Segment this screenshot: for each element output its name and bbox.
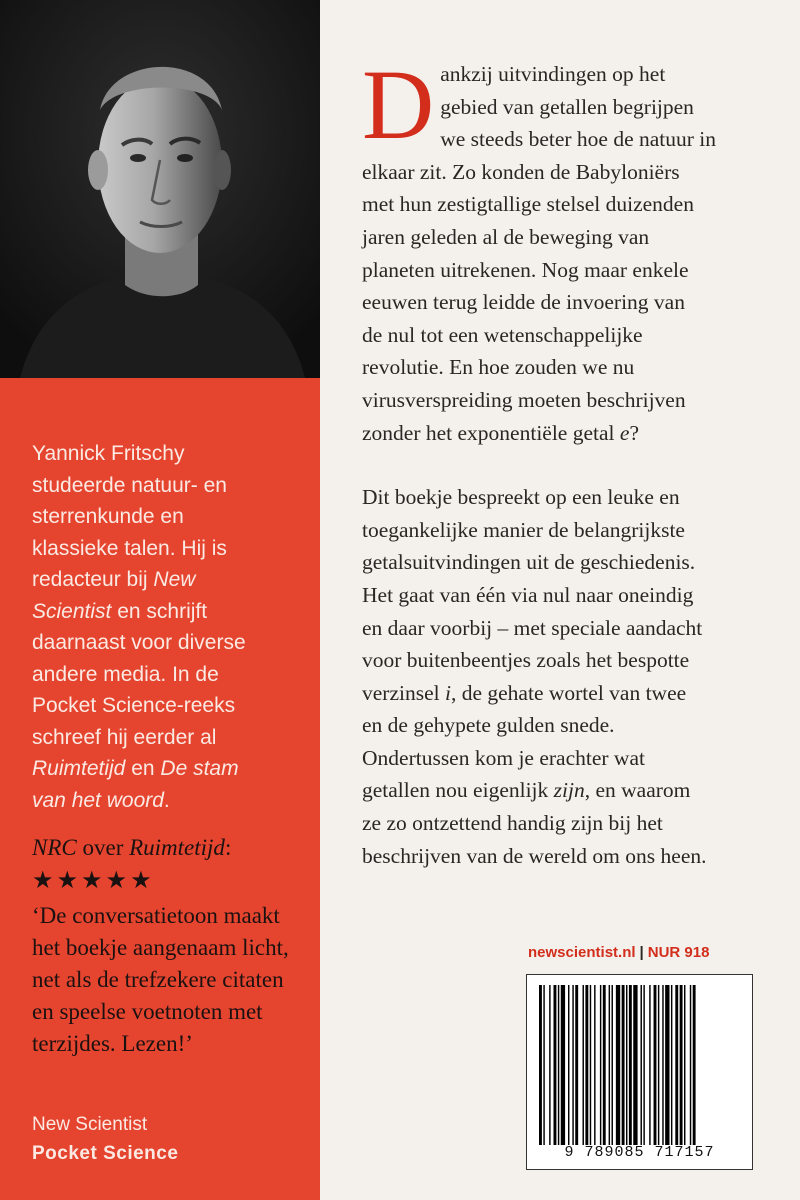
blurb-line: ze zo ontzettend handig zijn bij het — [362, 811, 663, 836]
blurb-line: verzinsel — [362, 680, 445, 705]
blurb-line: Het gaat van één via nul naar oneindig — [362, 582, 694, 607]
barcode-bar — [583, 985, 584, 1145]
barcode-bar — [543, 985, 544, 1145]
blurb-line: elkaar zit. Zo konden de Babyloniërs — [362, 159, 680, 184]
bio-line: . — [163, 788, 170, 812]
barcode-bar — [554, 985, 557, 1145]
left-panel — [0, 0, 320, 1200]
blurb-line: gebied van getallen begrijpen — [440, 94, 694, 119]
bio-line: daarnaast voor diverse — [32, 631, 246, 654]
barcode-bar — [658, 985, 659, 1145]
blurb-line: toegankelijke manier de belangrijkste — [362, 517, 685, 542]
review-connector: over — [76, 835, 130, 860]
math-symbol: e — [619, 420, 630, 445]
barcode-bar — [585, 985, 588, 1145]
barcode-bar — [671, 985, 672, 1145]
barcode-bar — [626, 985, 627, 1145]
author-photo — [0, 0, 320, 378]
website-link[interactable]: newscientist.nl — [528, 944, 636, 961]
barcode-bar — [568, 985, 569, 1145]
series-brand — [32, 1110, 178, 1168]
blurb-line: planeten uitrekenen. Nog maar enkele — [362, 257, 689, 282]
bio-line: studeerde natuur- en — [32, 473, 227, 497]
blurb-line: we steeds beter hoe de natuur in — [440, 127, 717, 152]
review-block — [32, 832, 317, 1060]
magazine-title: Scientist — [32, 599, 112, 623]
publisher-info — [528, 944, 756, 961]
barcode-bar — [654, 985, 657, 1145]
barcode-bar — [649, 985, 650, 1145]
blurb-line: Dit boekje bespreekt op een leuke en — [362, 485, 680, 510]
barcode-bar — [558, 985, 559, 1145]
bio-line: sterrenkunde en — [32, 505, 184, 528]
barcode-bar — [609, 985, 610, 1145]
blurb-line: getalsuitvindingen uit de geschiedenis. — [362, 550, 696, 575]
barcode-bar — [590, 985, 591, 1145]
author-portrait-icon — [0, 0, 320, 378]
barcode-bar — [594, 985, 595, 1145]
review-colon: : — [224, 835, 232, 860]
barcode-bar — [561, 985, 565, 1145]
barcode-bar — [662, 985, 663, 1145]
barcode-bar — [643, 985, 644, 1145]
barcode-bar — [622, 985, 625, 1145]
barcode-bar — [612, 985, 613, 1145]
barcode-bar — [693, 985, 696, 1145]
blurb-line: ? — [629, 420, 639, 445]
blurb-line: en de gehypete gulden snede. — [362, 713, 615, 738]
barcode — [526, 974, 753, 1170]
nur-code: NUR 918 — [647, 944, 710, 961]
barcode-bar — [633, 985, 637, 1145]
blurb — [362, 49, 782, 872]
blurb-line: met hun zestigtallige stelsel duizenden — [362, 192, 694, 217]
bio-line: Pocket Science-reeks — [32, 694, 236, 717]
blurb-line: Ondertussen kom je erachter wat — [362, 745, 645, 770]
barcode-bar — [690, 985, 691, 1145]
barcode-bar — [572, 985, 573, 1145]
emphasis-word: zijn — [553, 778, 585, 803]
bio-line: redacteur bij — [32, 568, 154, 591]
series-name: Pocket Science — [32, 1143, 179, 1164]
barcode-bar — [629, 985, 632, 1145]
blurb-line: jaren geleden al de beweging van — [362, 224, 650, 249]
review-book-title: Ruimtetijd — [129, 835, 225, 860]
author-bio — [32, 438, 302, 816]
barcode-bar — [600, 985, 601, 1145]
barcode-bar — [575, 985, 578, 1145]
book-title: Ruimtetijd — [32, 757, 126, 780]
bio-line: klassieke talen. Hij is — [32, 536, 227, 560]
blurb-line: ankzij uitvindingen op het — [440, 62, 666, 86]
barcode-icon — [539, 985, 742, 1145]
star-rating-icon: ★★★★★ — [32, 868, 155, 894]
barcode-bar — [684, 985, 685, 1145]
review-source — [32, 832, 317, 864]
bio-line: en schrijft — [111, 599, 208, 623]
drop-cap: D — [362, 49, 435, 160]
review-quote-line: het boekje aangenaam licht, — [32, 935, 289, 960]
barcode-bar — [680, 985, 683, 1145]
review-quote-line: en speelse voetnoten met — [32, 999, 263, 1024]
barcode-bar — [675, 985, 678, 1145]
bio-line: andere media. In de — [32, 662, 219, 686]
blurb-line: zonder het exponentiële getal — [362, 420, 620, 445]
blurb-line: de nul tot een wetenschappelijke — [362, 322, 643, 347]
barcode-bar — [665, 985, 669, 1145]
review-quote-line: ‘De conversatietoon maakt — [32, 903, 280, 928]
blurb-line: getallen nou eigenlijk — [362, 778, 554, 803]
blurb-line: voor buitenbeentjes zoals het bespotte — [362, 648, 690, 673]
series-publisher: New Scientist — [32, 1114, 148, 1135]
blurb-line: en daar voorbij – met speciale aandacht — [362, 615, 703, 640]
barcode-bar — [539, 985, 542, 1145]
barcode-bar — [641, 985, 642, 1145]
magazine-title: New — [153, 568, 196, 591]
barcode-bar — [549, 985, 550, 1145]
blurb-line: , de gehate wortel van twee — [450, 680, 687, 705]
book-title: van het woord — [32, 788, 164, 812]
bio-line: Yannick Fritschy — [32, 442, 185, 465]
isbn-number: 9 789085 717157 — [564, 1144, 715, 1161]
blurb-line: , en waarom — [584, 778, 691, 803]
blurb-line: virusverspreiding moeten beschrijven — [362, 387, 686, 412]
bio-line: en — [125, 757, 161, 780]
blurb-line: revolutie. En hoe zouden we nu — [362, 355, 635, 380]
barcode-bar — [603, 985, 606, 1145]
barcode-bar — [616, 985, 620, 1145]
bio-line: schreef hij eerder al — [32, 725, 217, 749]
review-quote-line: terzijdes. Lezen!’ — [32, 1031, 193, 1056]
blurb-line: eeuwen terug leidde de invoering van — [362, 290, 685, 315]
book-title: De stam — [160, 757, 239, 780]
review-publication: NRC — [32, 835, 77, 860]
review-quote-line: net als de trefzekere citaten — [32, 967, 284, 992]
math-symbol: i — [444, 680, 451, 705]
separator: | — [639, 944, 644, 961]
blurb-line: beschrijven van de wereld om ons heen. — [362, 843, 707, 868]
